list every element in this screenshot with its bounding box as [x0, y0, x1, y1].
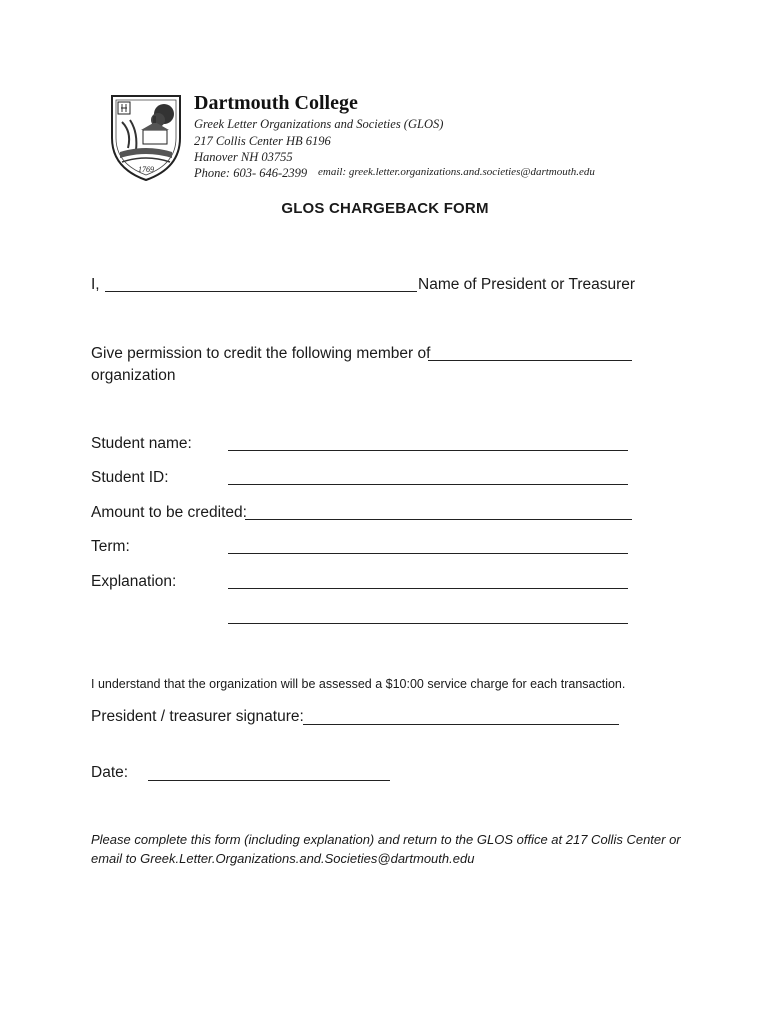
student-name-line[interactable]: [228, 450, 628, 451]
president-name-label: Name of President or Treasurer: [418, 276, 636, 293]
form-title: GLOS CHARGEBACK FORM: [281, 200, 489, 217]
service-charge-note: I understand that the organization will be assessed a $10:00 service charge for each transaction.: [91, 677, 626, 691]
explanation-line-1[interactable]: [228, 588, 628, 589]
signature-line[interactable]: [303, 724, 619, 725]
explanation-line-2[interactable]: [228, 623, 628, 624]
date-label: Date:: [91, 764, 129, 781]
address-line-1: 217 Collis Center HB 6196: [194, 134, 331, 148]
explanation-label: Explanation:: [91, 573, 177, 590]
permission-text-organization: organization: [91, 367, 176, 384]
president-name-line[interactable]: [105, 291, 417, 292]
date-line[interactable]: [148, 780, 390, 781]
i-prefix: I,: [91, 276, 100, 293]
student-id-label: Student ID:: [91, 469, 169, 486]
instructions-line-2: email to Greek.Letter.Organizations.and.Societies@dartmouth.edu: [91, 851, 475, 866]
term-label: Term:: [91, 538, 130, 555]
term-line[interactable]: [228, 553, 628, 554]
student-id-line[interactable]: [228, 484, 628, 485]
organization-line[interactable]: [428, 360, 632, 361]
office-name: Greek Letter Organizations and Societies (GLOS): [194, 117, 444, 131]
signature-label: President / treasurer signature:: [91, 708, 304, 725]
college-name: Dartmouth College: [194, 92, 358, 114]
amount-line[interactable]: [245, 519, 632, 520]
instructions-line-1: Please complete this form (including explanation) and return to the GLOS office at 217 Collis Center or: [91, 832, 681, 847]
student-name-label: Student name:: [91, 435, 192, 452]
seal-year: 1769: [138, 165, 154, 174]
phone-number: Phone: 603- 646-2399: [194, 166, 308, 180]
office-email: email: greek.letter.organizations.and.societies@dartmouth.edu: [318, 166, 595, 178]
address-line-2: Hanover NH 03755: [194, 150, 293, 164]
amount-label: Amount to be credited:: [91, 504, 247, 521]
permission-text: Give permission to credit the following member of: [91, 345, 431, 362]
dartmouth-seal-icon: [108, 92, 184, 182]
